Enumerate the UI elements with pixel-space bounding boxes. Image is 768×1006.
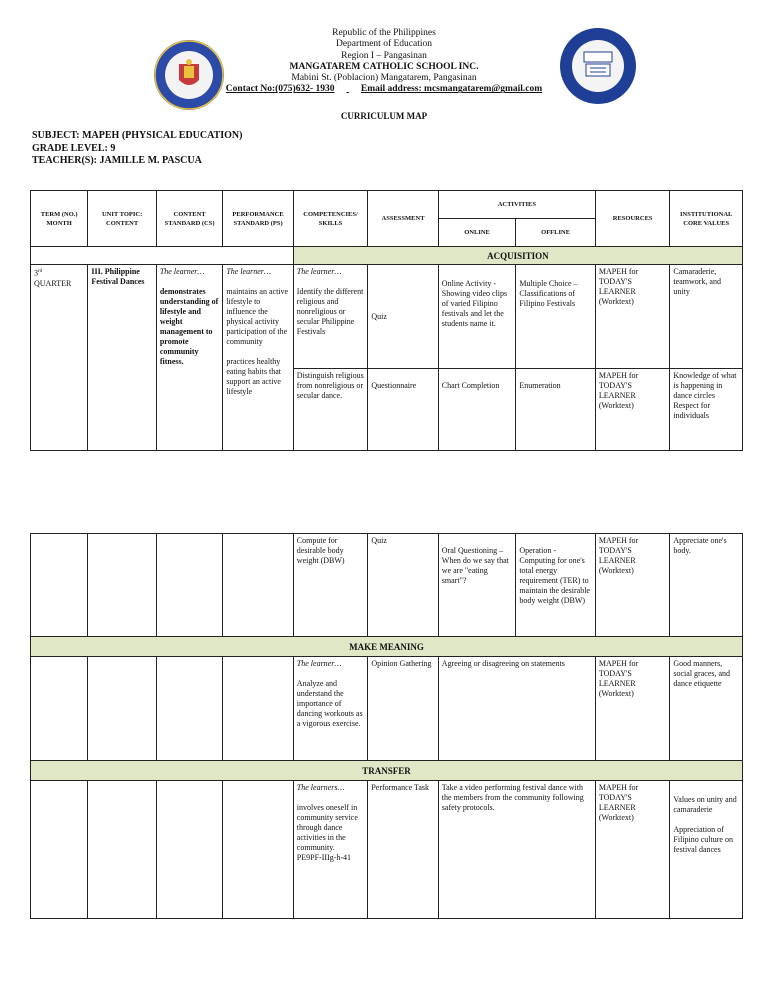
subject-line: SUBJECT: MAPEH (PHYSICAL EDUCATION) (32, 130, 243, 141)
resources-cell: MAPEH for TODAY'S LEARNER (Worktext) (595, 369, 670, 451)
deped-seal-logo (154, 40, 224, 110)
table-row (31, 534, 743, 637)
activity-cell: Take a video performing festival dance with the members from the community following safety protocols. (438, 781, 595, 919)
col-core-values: INSTITUTIONAL CORE VALUES (670, 191, 743, 247)
online-activity-cell: Oral Questioning – When do we say that we are "eating smart"? (438, 534, 516, 637)
competency-cell (293, 657, 368, 761)
table-row (31, 265, 743, 369)
core-values-cell: Camaraderie, teamwork, and unity (670, 265, 743, 369)
school-address: Mabini St. (Poblacion) Mangatarem, Pangasinan (291, 73, 477, 84)
col-performance-standard: PERFORMANCE STANDARD (PS) (223, 191, 293, 247)
competency-cell: Distinguish religious from nonreligious or secular dance. (293, 369, 368, 451)
table-row (31, 781, 743, 919)
comp-text: involves oneself in community service through dance activities in the community. (296, 803, 358, 852)
document-meta (32, 130, 242, 168)
region-line: Region I – Pangasinan (341, 50, 427, 61)
content-standard-cell (156, 265, 222, 451)
school-seal-icon (560, 28, 636, 104)
term-number: 3 (34, 268, 38, 278)
ps-lead: The learner… (226, 267, 271, 276)
col-resources: RESOURCES (595, 191, 670, 247)
term-suffix: rd (38, 269, 43, 274)
contact-number: Contact No:(075)632- 1930 (225, 84, 335, 95)
comp-text: Analyze and understand the importance of dancing workouts as a vigorous exercise. (296, 679, 363, 728)
ps-text-1: maintains an active lifestyle to influence the physical activity participation of the community (226, 287, 289, 346)
assessment-cell: Questionnaire (368, 369, 438, 451)
comp-lead: The learner… (296, 659, 342, 668)
table-row (31, 657, 743, 761)
competency-cell: Compute for desirable body weight (DBW) (293, 534, 368, 637)
assessment-cell: Quiz (368, 265, 438, 369)
activity-cell: Agreeing or disagreeing on statements (438, 657, 595, 761)
term-word: QUARTER (34, 278, 72, 288)
col-content-standard: CONTENT STANDARD (CS) (156, 191, 222, 247)
resources-cell: MAPEH for TODAY'S LEARNER (Worktext) (595, 781, 670, 919)
letterhead (0, 28, 768, 96)
assessment-cell: Quiz (368, 534, 438, 637)
core-values-cell: Appreciate one's body. (670, 534, 743, 637)
competency-code: PE9PF-IIIg-h-41 (296, 853, 352, 862)
competency-cell (293, 781, 368, 919)
core-values-cell: Knowledge of what is happening in dance circles Respect for individuals (670, 369, 743, 451)
comp-text: Identify the different religious and nonreligious or secular Philippine Festivals (296, 287, 364, 336)
core-values-2: Appreciation of Filipino culture on festival dances (673, 825, 733, 854)
contact-line (0, 84, 768, 95)
col-activities: ACTIVITIES (438, 191, 595, 219)
online-activity-cell: Chart Completion (438, 369, 516, 451)
ps-text-2: practices healthy eating habits that support an active lifestyle (226, 357, 281, 396)
make-meaning-label: MAKE MEANING (31, 637, 743, 657)
offline-activity-cell: Operation - Computing for one's total energy requirement (TER) to maintain the desirable body weight (DBW) (516, 534, 596, 637)
email-address: Email address: mcsmangatarem@gmail.com (360, 84, 543, 95)
col-offline: OFFLINE (516, 219, 596, 247)
assessment-cell: Opinion Gathering (368, 657, 438, 761)
core-values-1: Values on unity and camaraderie (673, 795, 737, 814)
transfer-label: TRANSFER (31, 761, 743, 781)
document-title: CURRICULUM MAP (340, 111, 428, 121)
competency-cell (293, 265, 368, 369)
cs-text: demonstrates understanding of lifestyle and weight management to promote community fitness. (159, 287, 219, 366)
school-name: MANGATAREM CATHOLIC SCHOOL INC. (289, 61, 479, 72)
col-assessment: ASSESSMENT (368, 191, 438, 247)
online-activity-cell: Online Activity - Showing video clips of varied Filipino festivals and let the students name it. (438, 265, 516, 369)
cs-lead: The learner… (159, 267, 205, 276)
transfer-band (31, 761, 743, 781)
department-line: Department of Education (335, 39, 433, 50)
acquisition-band (31, 247, 743, 265)
grade-level-line: GRADE LEVEL: 9 (32, 142, 116, 154)
resources-cell: MAPEH for TODAY'S LEARNER (Worktext) (595, 657, 670, 761)
acquisition-label: ACQUISITION (293, 247, 742, 265)
col-unit: UNIT TOPIC: CONTENT (88, 191, 156, 247)
core-values-cell (670, 781, 743, 919)
school-seal-logo (560, 28, 636, 104)
col-term: TERM (NO.) MONTH (31, 191, 88, 247)
curriculum-map-table-1 (30, 190, 743, 451)
unit-cell: III. Philippine Festival Dances (88, 265, 156, 451)
deped-seal-icon (154, 40, 224, 110)
col-competencies: COMPETENCIES/ SKILLS (293, 191, 368, 247)
assessment-cell: Performance Task (368, 781, 438, 919)
comp-lead: The learners… (296, 783, 345, 792)
teacher-line: TEACHER(S): JAMILLE M. PASCUA (32, 155, 202, 166)
resources-cell: MAPEH for TODAY'S LEARNER (Worktext) (595, 265, 670, 369)
curriculum-map-table-2 (30, 533, 743, 919)
term-cell (31, 265, 88, 451)
comp-lead: The learner… (296, 267, 342, 276)
republic-line: Republic of the Philippines (332, 28, 436, 38)
col-online: ONLINE (438, 219, 516, 247)
offline-activity-cell: Enumeration (516, 369, 596, 451)
performance-standard-cell (223, 265, 293, 451)
resources-cell: MAPEH for TODAY'S LEARNER (Worktext) (595, 534, 670, 637)
core-values-cell: Good manners, social graces, and dance etiquette (670, 657, 743, 761)
make-meaning-band (31, 637, 743, 657)
offline-activity-cell: Multiple Choice – Classifications of Filipino Festivals (516, 265, 596, 369)
